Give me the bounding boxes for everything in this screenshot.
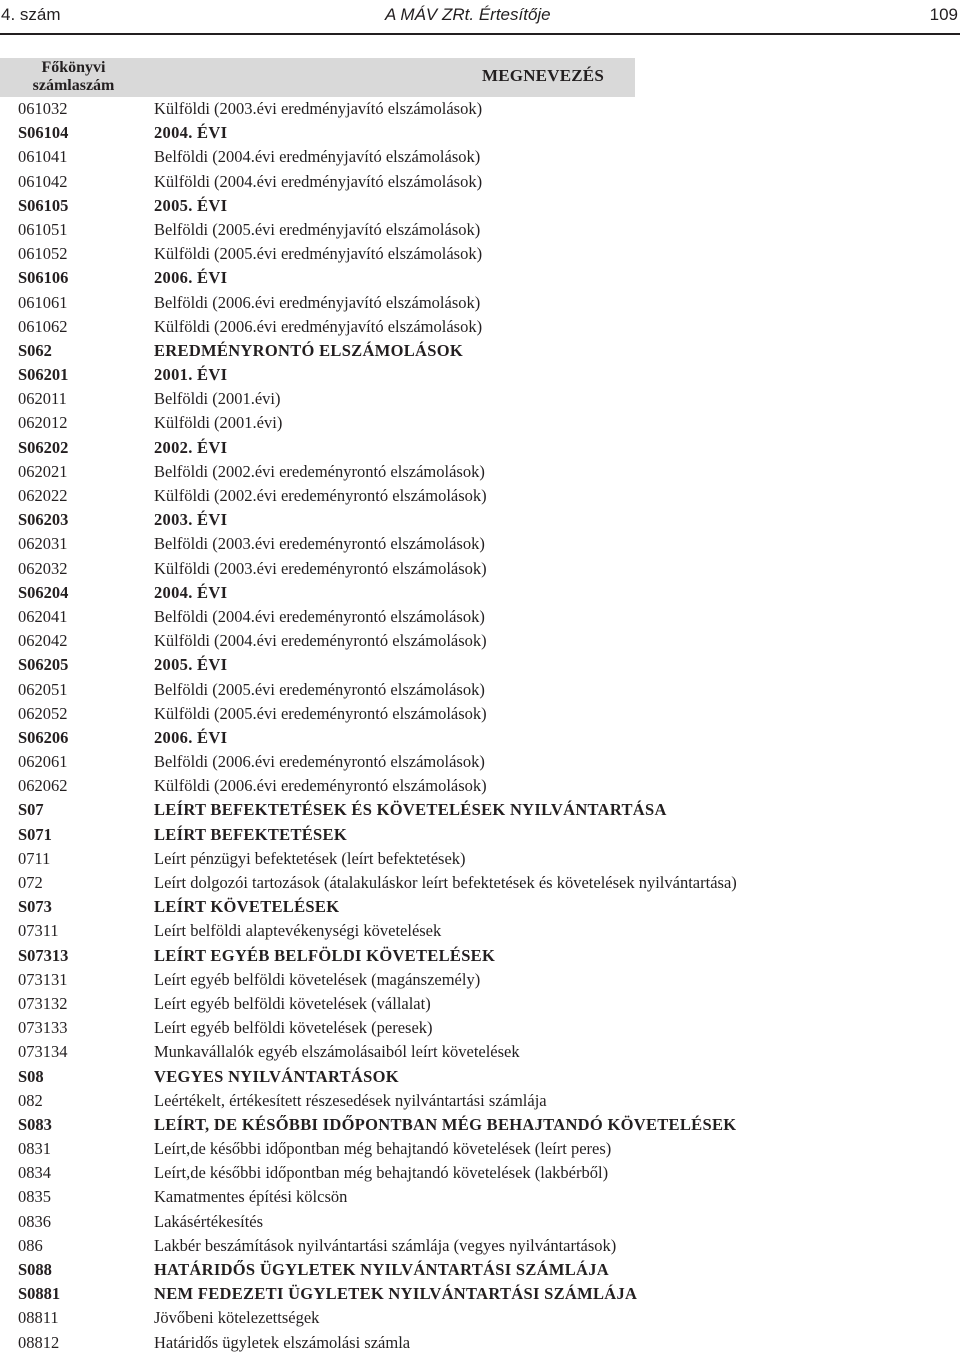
account-description: Belföldi (2003.évi eredeményrontó elszámolások) [154,534,485,554]
account-description: Belföldi (2002.évi eredeményrontó elszámolások) [154,461,485,481]
account-code: 061051 [18,219,68,239]
account-code: 062062 [18,776,68,796]
account-description: Külföldi (2004.évi eredeményrontó elszámolások) [154,631,487,651]
account-code: 0834 [18,1163,51,1183]
account-description: HATÁRIDŐS ÜGYLETEK NYILVÁNTARTÁSI SZÁMLÁJA [154,1260,610,1279]
account-code: 062032 [18,558,68,578]
table-row [0,847,960,871]
issue-label: 4. szám [1,5,61,24]
account-description: Belföldi (2006.évi eredményjavító elszámolások) [154,292,481,312]
account-code: 072 [18,873,43,892]
account-description: Leértékelt, értékesített részesedések nyilvántartási számlája [154,1090,547,1110]
table-row [0,242,960,266]
account-description: Leírt pénzügyi befektetések (leírt befektetések) [154,848,466,868]
table-row [0,291,960,315]
account-code: 073133 [18,1018,68,1038]
table-row [0,1016,960,1040]
table-row [0,460,960,484]
section-row [0,1258,960,1282]
section-row [0,1065,960,1089]
account-code: S073 [18,897,52,917]
table-row [0,1234,960,1258]
account-code: 061061 [18,292,68,312]
section-row [0,944,960,968]
account-description: Leírt belföldi alaptevékenységi követelések [154,921,442,941]
account-description: VEGYES NYILVÁNTARTÁSOK [154,1066,399,1086]
account-description: Leírt egyéb belföldi követelések (peresek) [154,1018,433,1038]
account-code: 07311 [18,921,59,941]
account-description: NEM FEDEZETI ÜGYLETEK NYILVÁNTARTÁSI SZÁMLÁJA [154,1284,638,1304]
account-code: S07313 [18,945,69,965]
section-row [0,895,960,919]
account-description: LEÍRT EGYÉB BELFÖLDI KÖVETELÉSEK [154,945,496,965]
account-description: LEÍRT, DE KÉSŐBBI IDŐPONTBAN MÉG BEHAJTANDÓ KÖVETELÉSEK [154,1114,737,1134]
account-description: Külföldi (2003.évi eredményjavító elszámolások) [154,99,483,118]
account-description: Külföldi (2003.évi eredeményrontó elszámolások) [154,558,487,578]
section-row [0,581,960,605]
account-description: Leírt,de későbbi időpontban még behajtandó követelések (lakbérből) [154,1163,609,1183]
account-code: S088 [18,1260,52,1279]
account-code: 062031 [18,534,68,554]
table-row [0,532,960,556]
table-row [0,218,960,242]
table-row [0,315,960,339]
table-row [0,750,960,774]
account-description: LEÍRT BEFEKTETÉSEK [154,824,347,844]
table-row [0,387,960,411]
account-code: S07 [18,800,44,820]
account-code: S071 [18,824,52,844]
account-description: 2006. ÉVI [154,268,228,288]
section-row [0,508,960,532]
section-row [0,1113,960,1137]
account-code: 0831 [18,1139,51,1159]
page-number: 109 [929,5,958,24]
table-row [0,557,960,581]
section-row [0,1282,960,1306]
account-code: 062011 [18,389,67,409]
table-row [0,1210,960,1234]
account-description: Lakásértékesítés [154,1211,264,1231]
account-description: Jövőbeni kötelezettségek [154,1308,320,1328]
account-code: 062052 [18,703,68,723]
account-code: 073132 [18,993,68,1013]
account-code: 0836 [18,1211,51,1231]
account-description: Munkavállalók egyéb elszámolásaiból leírt követelések [154,1042,520,1062]
account-table-body [0,97,960,1355]
account-code: 061041 [18,147,68,167]
account-code: S06203 [18,510,69,530]
table-row [0,1306,960,1330]
table-row [0,702,960,726]
section-row [0,266,960,290]
section-row [0,798,960,822]
account-code: S06206 [18,727,69,747]
account-description: Belföldi (2004.évi eredeményrontó elszámolások) [154,606,485,626]
account-code: S08 [18,1066,44,1086]
table-row [0,1040,960,1064]
account-code: 0711 [18,848,51,868]
account-number-header [5,58,142,98]
table-row [0,774,960,798]
account-description: Külföldi (2006.évi eredményjavító elszámolások) [154,316,483,336]
account-code: 061052 [18,244,68,264]
account-code: 061032 [18,99,68,118]
account-code: 061062 [18,316,68,336]
account-code: 062012 [18,413,68,433]
section-row [0,121,960,145]
section-row [0,653,960,677]
account-code: 062051 [18,679,68,699]
table-row [0,1137,960,1161]
account-code: 062061 [18,752,68,772]
account-code: S06105 [18,195,69,215]
account-description: 2004. ÉVI [154,582,228,602]
account-description: LEÍRT KÖVETELÉSEK [154,897,340,917]
account-description: Leírt egyéb belföldi követelések (magánszemély) [154,969,481,989]
account-code: 086 [18,1235,43,1255]
table-row [0,919,960,943]
table-row [0,1161,960,1185]
account-description: Belföldi (2005.évi eredeményrontó elszámolások) [154,679,485,699]
account-code: 073131 [18,969,68,989]
table-row [0,411,960,435]
account-code: S06202 [18,437,69,457]
account-number-header-line2: számlaszám [32,77,115,94]
section-row [0,194,960,218]
account-description: Kamatmentes építési kölcsön [154,1187,348,1207]
account-description: Külföldi (2001.évi) [154,413,283,433]
section-row [0,823,960,847]
account-code: S06204 [18,582,69,602]
account-description: Belföldi (2004.évi eredményjavító elszámolások) [154,147,481,167]
table-row [0,1331,960,1355]
account-code: 08811 [18,1308,59,1328]
table-row [0,678,960,702]
table-row [0,629,960,653]
table-row [0,992,960,1016]
account-description: Leírt egyéb belföldi követelések (vállalat) [154,993,431,1013]
account-code: 08812 [18,1332,60,1352]
account-description: 2005. ÉVI [154,195,228,215]
account-number-header-line1: Főkönyvi [41,59,106,76]
account-description: Lakbér beszámítások nyilvántartási számlája (vegyes nyilvántartások) [154,1235,617,1255]
table-row [0,170,960,194]
account-description: 2002. ÉVI [154,437,228,457]
account-code: 061042 [18,171,68,191]
account-description: 2004. ÉVI [154,123,228,143]
account-code: S06104 [18,123,69,143]
account-description: Külföldi (2005.évi eredeményrontó elszámolások) [154,703,487,723]
account-code: 062041 [18,606,68,626]
description-header: MEGNEVEZÉS [482,66,604,85]
account-code: S06205 [18,655,69,675]
account-code: 082 [18,1090,43,1110]
table-row [0,968,960,992]
account-description: Belföldi (2005.évi eredményjavító elszámolások) [154,219,481,239]
account-description: Külföldi (2002.évi eredeményrontó elszámolások) [154,486,487,505]
table-row [0,145,960,169]
account-description: Leírt,de későbbi időpontban még behajtandó követelések (leírt peres) [154,1139,612,1159]
account-code: 0835 [18,1187,51,1207]
table-row [0,871,960,895]
account-code: S0881 [18,1284,61,1304]
table-row [0,1089,960,1113]
account-code: 062042 [18,631,68,651]
account-code: S06201 [18,365,69,385]
account-code: S06106 [18,268,69,288]
account-description: Belföldi (2006.évi eredeményrontó elszámolások) [154,752,485,772]
account-description: 2005. ÉVI [154,655,228,675]
account-description: 2003. ÉVI [154,510,228,530]
account-code: S062 [18,340,52,360]
account-description: 2001. ÉVI [154,365,228,385]
table-row [0,605,960,629]
account-code: S083 [18,1114,52,1134]
header-rule [0,33,960,35]
account-description: Külföldi (2004.évi eredményjavító elszámolások) [154,171,483,191]
account-description: Leírt dolgozói tartozások (átalakuláskor leírt befektetések és követelések nyilvántartása) [154,873,737,892]
table-header [0,58,960,97]
account-description: Határidős ügyletek elszámolási számla [154,1332,411,1352]
account-code: 062022 [18,486,68,505]
section-row [0,726,960,750]
table-row [0,484,960,508]
section-row [0,363,960,387]
account-description: Külföldi (2006.évi eredeményrontó elszámolások) [154,776,487,796]
section-row [0,339,960,363]
account-description: Külföldi (2005.évi eredményjavító elszámolások) [154,244,483,264]
account-description: EREDMÉNYRONTÓ ELSZÁMOLÁSOK [154,340,463,360]
section-row [0,436,960,460]
account-description: LEÍRT BEFEKTETÉSEK ÉS KÖVETELÉSEK NYILVÁNTARTÁSA [154,800,667,820]
account-description: 2006. ÉVI [154,727,228,747]
running-header [0,0,960,30]
account-code: 073134 [18,1042,68,1062]
account-code: 062021 [18,461,68,481]
table-row [0,97,960,121]
account-description: Belföldi (2001.évi) [154,389,281,409]
publication-title: A MÁV ZRt. Értesítője [385,5,551,24]
table-row [0,1185,960,1209]
